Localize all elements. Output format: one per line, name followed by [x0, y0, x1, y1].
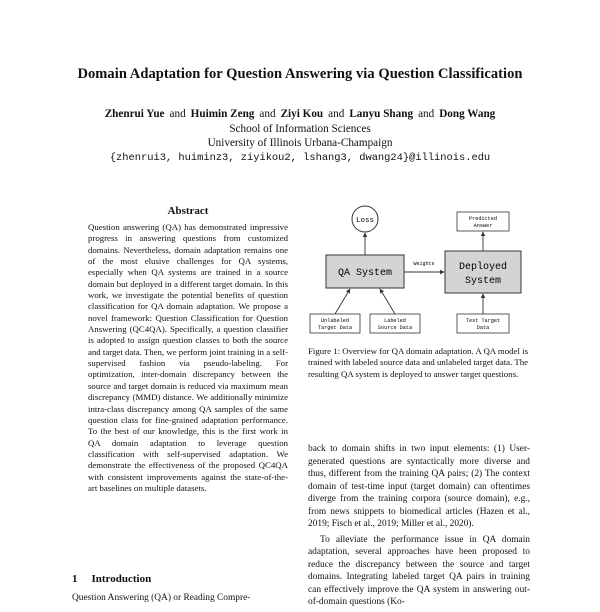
abstract-text: Question answering (QA) has demonstrated impressive progress in answering questions from customized domains. Nevertheless, domain adaptation remains one of the most elusive challenges for QA systems, especially when QA systems are trained in a source domain but deployed in a different target domain. In this work, we investigate the potential benefits of question classification for QA domain adaptation. We propose a novel framework: Question Classification for Question Answering (QC4QA). Specifically, a question classifier is adopted to assign question classes to both the source and target data. Then, we perform joint training in a self-supervised fashion via pseudo-labeling. For optimization, inter-domain discrepancy between the source and target domain is reduced via maximum mean discrepancy (MMD) distance. We additionally minimize intra-class discrepancy among QA samples of the same question class for fine-grained adaptation performance. To the best of our knowledge, this is the first work in QA domain adaptation to leverage question classification with self-supervised adaptation. We demonstrate the effectiveness of the proposed QC4QA with consistent improvements against the state-of-the-art baselines on multiple datasets.: [88, 222, 288, 493]
paper-title: Domain Adaptation for Question Answering via Question Classification: [77, 66, 523, 82]
introduction-first-line: Question Answering (QA) or Reading Compre-: [72, 593, 251, 603]
author-emails: {zhenrui3, huiminz3, ziyikou2, lshang3, dwang24}@illinois.edu: [109, 151, 491, 164]
author-conjunction: and: [169, 108, 186, 120]
edge-weights-label: Weights: [413, 261, 435, 267]
author-block: [0, 107, 600, 165]
abstract-heading: Abstract: [167, 205, 209, 217]
test-label-line2: Data: [476, 325, 490, 331]
author-conjunction: and: [259, 108, 276, 120]
author-name: Ziyi Kou: [280, 108, 324, 120]
labeled-label-line2: Source Data: [377, 325, 413, 331]
deployed-label-line1: Deployed: [458, 262, 508, 273]
qa-system-label: QA System: [337, 268, 393, 279]
affiliation-university: University of Illinois Urbana-Champaign: [207, 137, 393, 149]
author-name: Zhenrui Yue: [104, 108, 165, 120]
body-paragraph: back to domain shifts in two input elements: (1) User-generated questions are syntactically more diverse and thus, different from the training QA pairs; (2) The context domain of test-time input (target domain) can oftentimes diverge from the training corpora (source domain), e.g., from news snippets to biomedical articles (Hazen et al., 2019; Fisch et al., 2019; Miller et al., 2020).: [308, 444, 530, 529]
author-name: Dong Wang: [439, 108, 496, 120]
edge-unlabeled-to-qa: [335, 289, 350, 314]
unlabeled-label-line1: Unlabeled: [320, 318, 350, 324]
affiliation-school: School of Information Sciences: [229, 122, 371, 135]
author-name: Lanyu Shang: [349, 108, 414, 120]
predicted-label-line1: Predicted: [468, 216, 498, 222]
right-column-text: [308, 443, 530, 612]
labeled-label-line1: Labeled: [384, 318, 406, 324]
section-heading-introduction: [72, 573, 151, 585]
author-list: [0, 107, 600, 122]
author-name: Huimin Zeng: [190, 108, 255, 120]
edge-labeled-to-qa: [380, 289, 395, 314]
author-conjunction: and: [418, 108, 435, 120]
section-number: 1: [72, 573, 78, 585]
figure-overview-diagram: [308, 200, 530, 340]
deployed-label-line2: System: [464, 276, 502, 287]
figure-caption: Figure 1: Overview for QA domain adaptation. A QA model is trained with labeled source data and unlabeled target data. The resulting QA system is deployed to answer target questions.: [308, 346, 528, 379]
section-title: Introduction: [91, 573, 152, 585]
body-paragraph: To alleviate the performance issue in QA domain adaptation, several approaches have been proposed to reduce the discrepancy between the source and target domains. Integrating labeled target QA pairs in training can effectively improve the QA system in answering out-of-domain questions (Ko-: [308, 534, 530, 607]
author-conjunction: and: [328, 108, 345, 120]
unlabeled-label-line2: Target Data: [317, 325, 353, 331]
test-label-line1: Test Target: [465, 318, 501, 324]
predicted-label-line2: Answer: [473, 223, 493, 229]
loss-label: Loss: [355, 217, 375, 225]
diagram-svg: [308, 200, 530, 340]
